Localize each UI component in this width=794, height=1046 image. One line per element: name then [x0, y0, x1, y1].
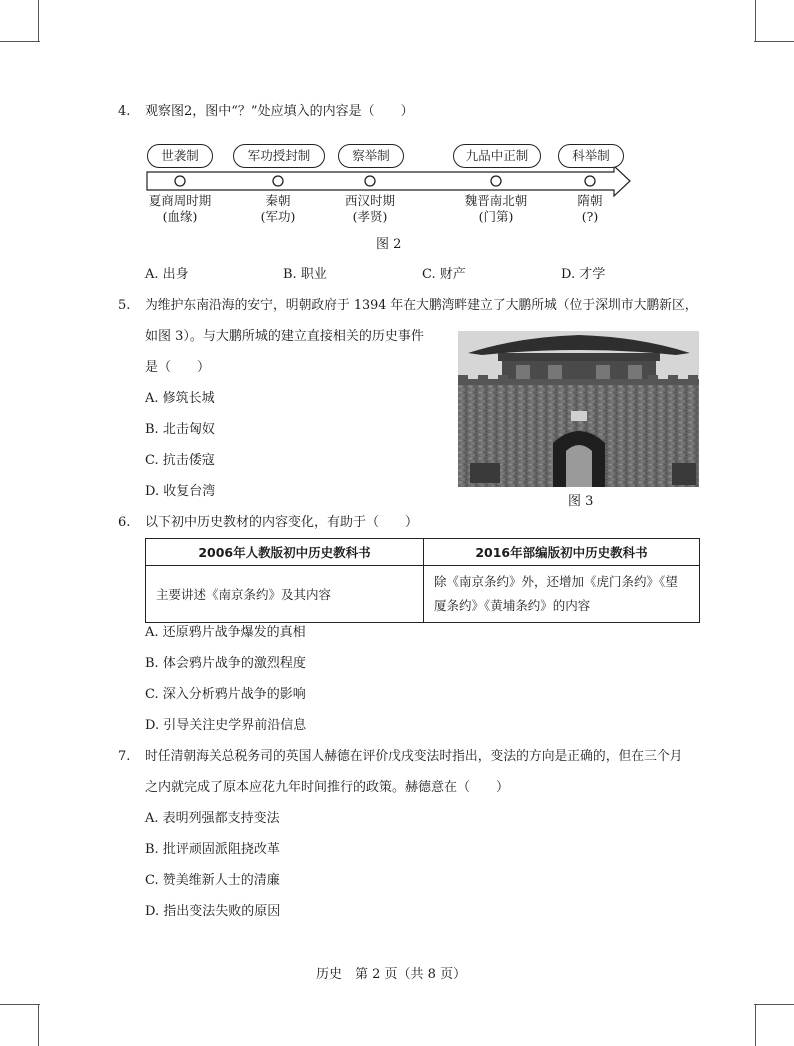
question-4-stem: 观察图2，图中“？”处应填入的内容是（ ）: [145, 104, 414, 119]
option-b: B. 职业: [283, 267, 327, 282]
option-d: D. 才学: [561, 267, 606, 282]
crop-mark: [754, 1004, 794, 1005]
option-b: B. 体会鸦片战争的激烈程度: [145, 656, 306, 671]
pill-hereditary: 世袭制: [147, 144, 213, 168]
option-b: B. 北击匈奴: [145, 422, 215, 437]
period-label: 秦朝: [265, 193, 291, 208]
option-c: C. 抗击倭寇: [145, 453, 215, 468]
period-basis: (军功): [260, 209, 296, 224]
option-b: B. 批评顽固派阻挠改革: [145, 842, 280, 857]
figure-2-timeline: [0, 0, 794, 260]
period-basis: (血缘): [162, 209, 198, 224]
question-7-stem-line1: 时任清朝海关总税务司的英国人赫德在评价戊戌变法时指出，变法的方向是正确的，但在三个月: [145, 749, 683, 764]
period-label: 隋朝: [577, 193, 603, 208]
gate-tower-photo: [458, 331, 699, 487]
pill-nine-rank: 九品中正制: [453, 144, 541, 168]
question-7-number: 7.: [118, 749, 131, 764]
question-5-stem-line2: 如图 3）。与大鹏所城的建立直接相关的历史事件: [145, 329, 424, 344]
table-cell: 主要讲述《南京条约》及其内容: [146, 566, 424, 623]
option-c: C. 财产: [422, 267, 466, 282]
period-basis: (孝贤): [352, 209, 388, 224]
page-footer: 历史 第 2 页（共 8 页）: [316, 967, 467, 982]
table-cell-line: 除《南京条约》外，还增加《虎门条约》《望: [434, 574, 678, 589]
question-4-number: 4.: [118, 104, 131, 119]
option-d: D. 指出变法失败的原因: [145, 904, 281, 919]
figure-2-caption: 图 2: [376, 237, 402, 252]
textbook-comparison-table: [145, 538, 700, 623]
period-basis: (门第): [478, 209, 514, 224]
table-header: 2016年部编版初中历史教科书: [424, 539, 700, 566]
table-cell: [424, 566, 700, 623]
question-5-stem-line3: 是（ ）: [145, 360, 211, 375]
option-c: C. 赞美维新人士的清廉: [145, 873, 280, 888]
figure-3-photo: [458, 331, 699, 487]
option-a: A. 出身: [145, 267, 189, 282]
pill-military-merit: 军功授封制: [233, 144, 325, 168]
pill-recommendation: 察举制: [338, 144, 404, 168]
option-d: D. 引导关注史学界前沿信息: [145, 718, 307, 733]
option-c: C. 深入分析鸦片战争的影响: [145, 687, 306, 702]
pill-imperial-exam: 科举制: [558, 144, 624, 168]
table-header-row: [146, 539, 700, 566]
option-a: A. 还原鸦片战争爆发的真相: [145, 625, 306, 640]
crop-mark: [38, 1004, 39, 1046]
crop-mark: [0, 1004, 40, 1005]
question-7-stem-line2: 之内就完成了原本应花九年时间推行的政策。赫德意在（ ）: [145, 780, 510, 795]
question-6-stem: 以下初中历史教材的内容变化，有助于（ ）: [145, 515, 419, 530]
crop-mark: [755, 1004, 756, 1046]
period-label: 夏商周时期: [148, 193, 212, 208]
period-label: 魏晋南北朝: [464, 193, 528, 208]
table-header: 2006年人教版初中历史教科书: [146, 539, 424, 566]
question-6-number: 6.: [118, 515, 131, 530]
option-d: D. 收复台湾: [145, 484, 216, 499]
option-a: A. 修筑长城: [145, 391, 215, 406]
table-row: [146, 566, 700, 623]
question-5-number: 5.: [118, 298, 131, 313]
question-5-stem-line1: 为维护东南沿海的安宁，明朝政府于 1394 年在大鹏湾畔建立了大鹏所城（位于深圳市大鹏新区，: [145, 298, 698, 313]
option-a: A. 表明列强都支持变法: [145, 811, 280, 826]
period-basis: (?): [581, 209, 599, 224]
table-cell-line: 厦条约》《黄埔条约》的内容: [434, 598, 591, 613]
figure-3-caption: 图 3: [568, 494, 594, 509]
period-label: 西汉时期: [344, 193, 395, 208]
